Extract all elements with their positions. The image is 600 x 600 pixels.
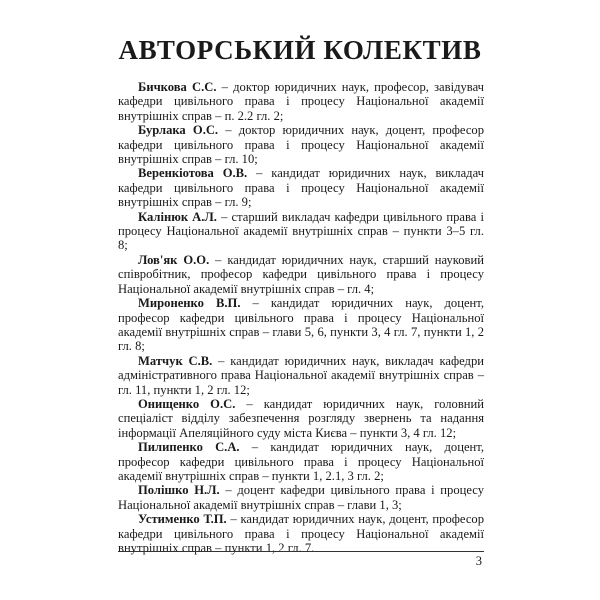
author-name: Устименко Т.П.	[138, 512, 227, 527]
author-list	[118, 80, 484, 555]
author-name: Пилипенко С.А.	[138, 440, 240, 455]
author-entry	[118, 296, 484, 354]
author-entry	[118, 123, 484, 166]
author-name: Калінюк А.Л.	[138, 209, 217, 224]
author-entry	[118, 253, 484, 296]
author-name: Бурлака О.С.	[138, 123, 219, 138]
author-description: – кандидат юридичних наук, старший науковий співробітник, професор кафедри цивільного права і процесу Національної академії внутрішніх справ – гл. 4;	[118, 252, 484, 296]
author-entry	[118, 166, 484, 209]
author-description: – кандидат юридичних наук, доцент, професор кафедри цивільного права і процесу Національної академії внутрішніх справ – пункти 1, 2 гл. 7.	[118, 512, 485, 555]
author-name: Полішко Н.Л.	[138, 483, 220, 498]
author-description: – кандидат юридичних наук, доцент, професор кафедри цивільного права і процесу Національної академії внутрішніх справ – глави 5, 6, пункти 3, 4 гл. 7, пункти 1, 2 гл. 8;	[118, 296, 484, 354]
author-description: – доктор юридичних наук, доцент, професор кафедри цивільного права і процесу Національної академії внутрішніх справ – гл. 10;	[118, 123, 485, 167]
author-entry	[118, 440, 484, 483]
author-entry	[118, 210, 484, 253]
author-entry	[118, 512, 484, 555]
author-name: Лов'як О.О.	[138, 252, 210, 267]
author-name: Онищенко О.С.	[138, 396, 236, 411]
author-description: – кандидат юридичних наук, доцент, професор кафедри цивільного права і процесу Національної академії внутрішніх справ – пункти 1, 2.1, 3 гл. 2;	[118, 440, 484, 483]
page-title: АВТОРСЬКИЙ КОЛЕКТИВ	[118, 35, 482, 65]
author-name: Веренкіотова О.В.	[138, 166, 248, 181]
author-entry	[118, 354, 484, 397]
footer-divider	[118, 551, 484, 552]
page-number: 3	[475, 554, 482, 568]
author-entry	[118, 397, 484, 440]
author-description: – старший викладач кафедри цивільного права і процесу Національної академії внутрішніх справ – пункти 3–5 гл. 8;	[118, 209, 484, 253]
author-name: Матчук С.В.	[138, 353, 213, 368]
author-description: – кандидат юридичних наук, викладач кафедри адміністративного права Національної академії внутрішніх справ – гл. 11, пункти 1, 2 гл. 12;	[118, 353, 484, 397]
author-name: Бичкова С.С.	[138, 80, 217, 94]
author-name: Мироненко В.П.	[138, 296, 241, 311]
author-description: – доцент кафедри цивільного права і процесу Національної академії внутрішніх справ – глави 1, 3;	[118, 483, 484, 512]
author-description: – доктор юридичних наук, професор, завідувач кафедри цивільного права і процесу Національної академії внутрішніх справ – п. 2.2 гл. 2;	[118, 80, 484, 123]
author-description: – кандидат юридичних наук, викладач кафедри цивільного права і процесу Національної академії внутрішніх справ – гл. 9;	[118, 166, 484, 210]
author-entry	[118, 80, 484, 123]
author-description: – кандидат юридичних наук, головний спеціаліст відділу забезпечення розгляду звернень та надання інформації Апеляційного суду міста Києва – пункти 3, 4 гл. 12;	[118, 396, 484, 440]
author-entry	[118, 483, 484, 512]
